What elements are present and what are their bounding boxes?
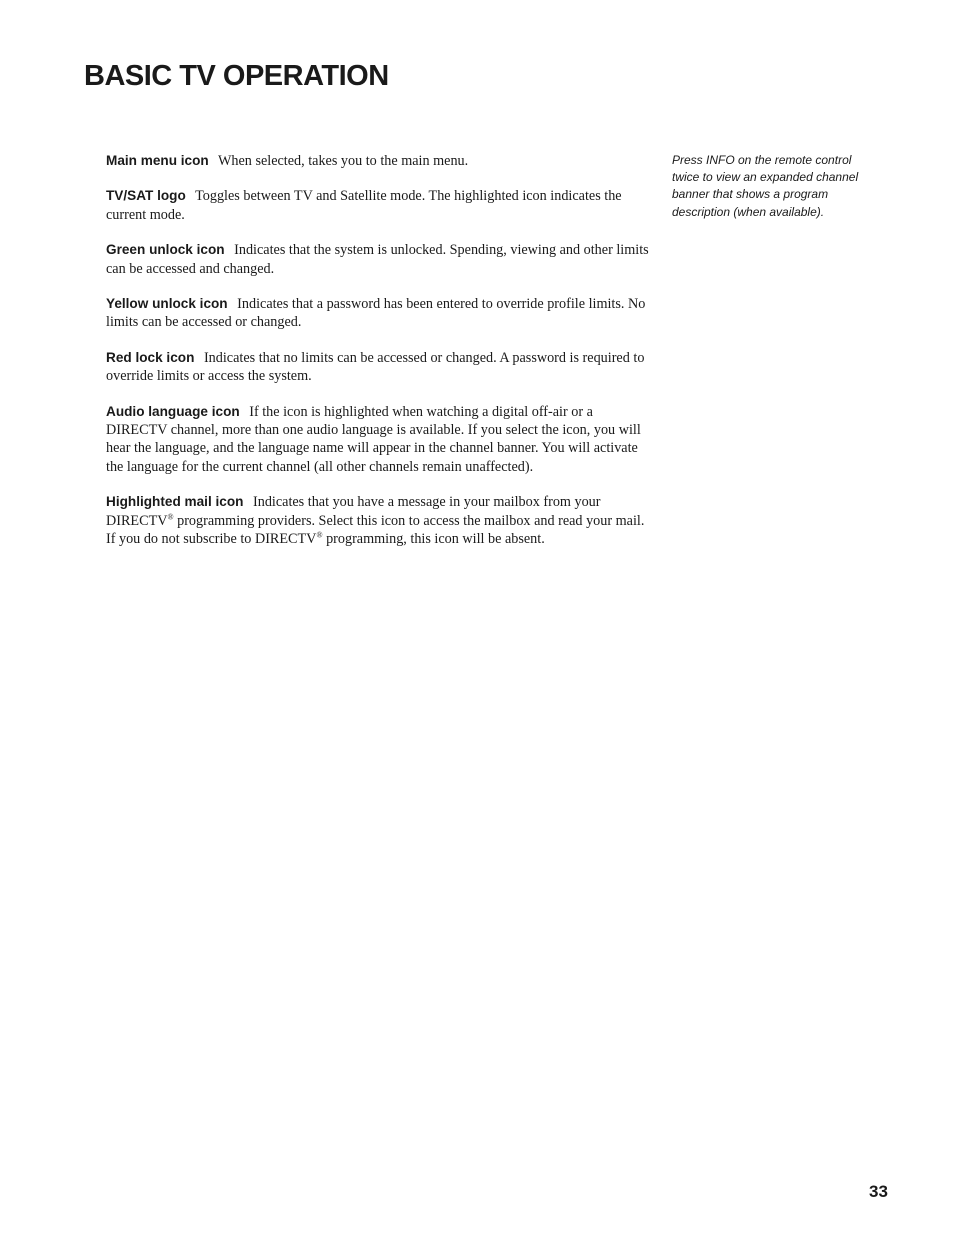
entry-main-menu-icon	[106, 152, 650, 170]
entry-text: Toggles between TV and Satellite mode. The highlighted icon indicates the current mode.	[106, 188, 622, 223]
entry-term: Green unlock icon	[106, 242, 225, 258]
entry-red-lock-icon	[106, 349, 650, 386]
entry-term: Audio language icon	[106, 403, 240, 419]
entry-term: Yellow unlock icon	[106, 296, 228, 312]
entry-green-unlock-icon	[106, 241, 650, 278]
registered-mark: ®	[316, 530, 323, 540]
registered-mark: ®	[167, 511, 174, 521]
sidebar-tip: Press INFO on the remote control twice to view an expanded channel banner that shows a program description (when available).	[672, 153, 859, 219]
entry-audio-language-icon	[106, 403, 650, 477]
entry-text-part-b: programming providers. Select this icon to access the mailbox and read your mail. If you do not subscribe to DIRECTV	[106, 512, 645, 548]
entry-text: Indicates that a password has been entered to override profile limits. No limits can be accessed or changed.	[106, 296, 646, 331]
entry-text-part-c: programming, this icon will be absent.	[322, 531, 545, 548]
entry-highlighted-mail-icon	[106, 493, 650, 548]
entry-text: When selected, takes you to the main menu.	[218, 153, 469, 169]
page-number: 33	[869, 1182, 888, 1201]
entry-text: If the icon is highlighted when watching a digital off-air or a DIRECTV channel, more than one audio language is available. If you select the icon, you will hear the language, and the language name will appear in the channel banner. You will activate the language for the current channel (all other channels remain unaffected).	[106, 403, 641, 475]
entry-term: Red lock icon	[106, 349, 195, 365]
icon-description-list	[106, 152, 650, 566]
page-title: BASIC TV OPERATION	[84, 60, 389, 92]
entry-yellow-unlock-icon	[106, 295, 650, 332]
entry-tv-sat-logo	[106, 187, 650, 224]
entry-term: TV/SAT logo	[106, 188, 186, 204]
entry-term: Main menu icon	[106, 153, 209, 168]
entry-text-part-a: Indicates that you have a message in your mailbox from your DIRECTV	[106, 494, 601, 529]
entry-text: Indicates that the system is unlocked. Spending, viewing and other limits can be accessed and changed.	[106, 242, 649, 277]
entry-text: Indicates that no limits can be accessed or changed. A password is required to override limits or access the system.	[106, 349, 645, 385]
entry-term: Highlighted mail icon	[106, 494, 244, 510]
